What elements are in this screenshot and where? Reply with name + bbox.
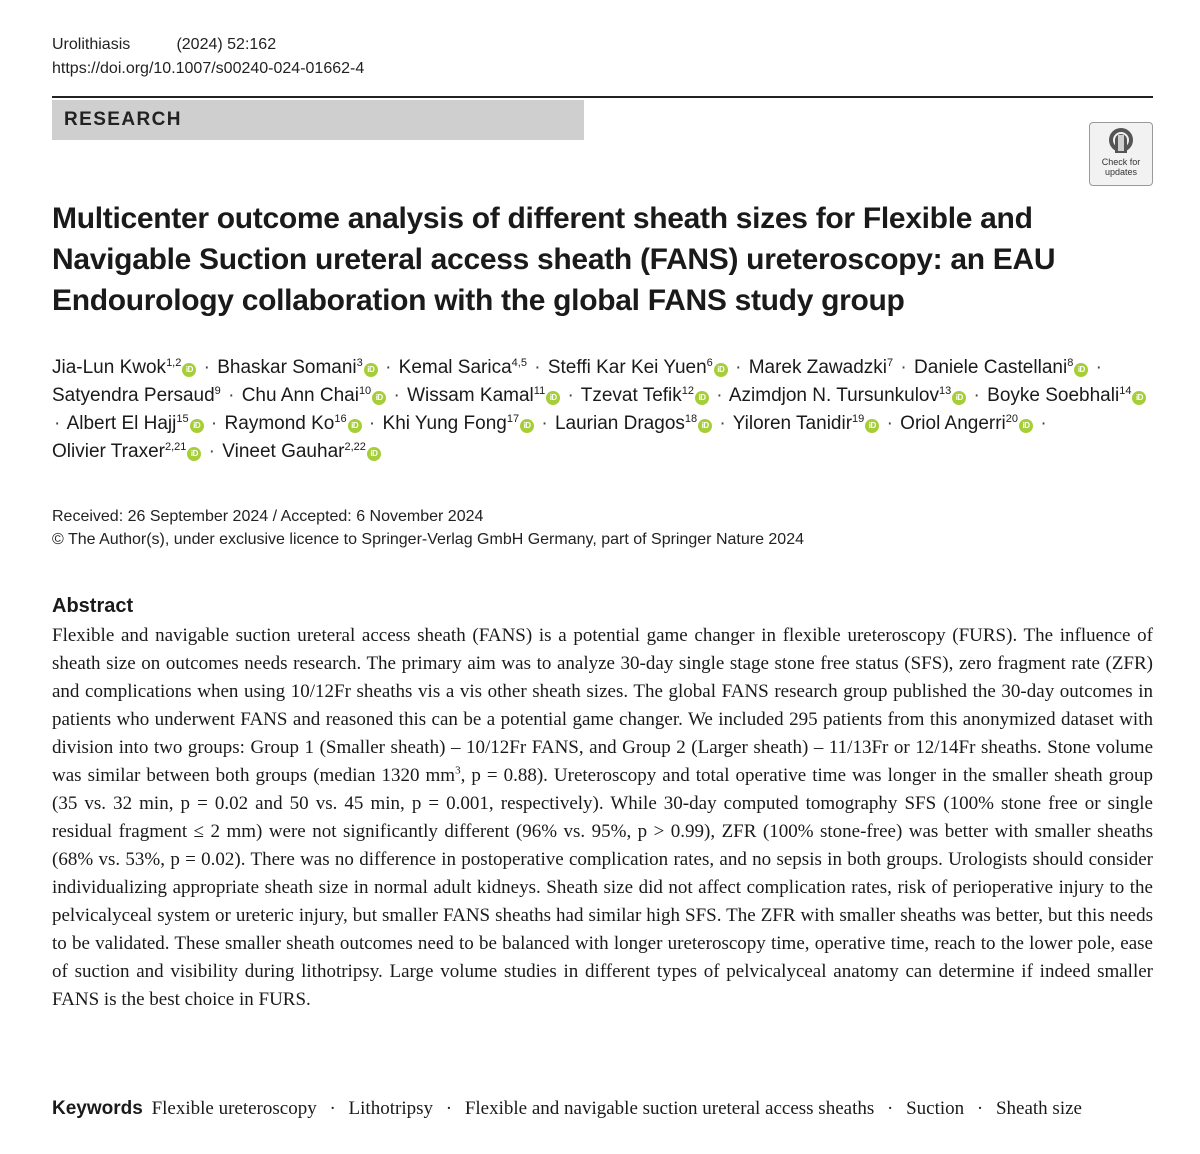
author-name[interactable]	[52, 385, 221, 406]
author-label: Daniele Castellani	[914, 357, 1068, 378]
author-label: Satyendra Persaud	[52, 385, 215, 406]
author-name[interactable]	[399, 357, 527, 378]
author-affiliation: 15	[176, 413, 189, 425]
author-affiliation: 6	[706, 357, 713, 369]
author-label: Jia-Lun Kwok	[52, 357, 167, 378]
abstract-superscript: 3	[455, 764, 461, 777]
author-separator: ·	[385, 357, 392, 378]
author-affiliation: 18	[684, 413, 698, 425]
keyword-separator: ·	[976, 1098, 984, 1119]
section-label: RESEARCH	[52, 100, 584, 140]
author-separator: ·	[534, 357, 541, 378]
author-list	[52, 354, 1162, 466]
author-name[interactable]	[67, 413, 204, 434]
author-affiliation: 11	[533, 385, 546, 397]
orcid-icon[interactable]: iD	[952, 391, 966, 405]
keyword-item: Lithotripsy	[348, 1098, 433, 1119]
author-label: Bhaskar Somani	[217, 357, 357, 378]
author-name[interactable]	[729, 385, 966, 406]
author-label: Oriol Angerri	[900, 413, 1006, 434]
author-label: Vineet Gauhar	[222, 441, 345, 462]
author-separator: ·	[1040, 413, 1047, 434]
keyword-item: Suction	[906, 1098, 965, 1119]
author-separator: ·	[973, 385, 980, 406]
journal-volume: (2024) 52:162	[176, 36, 277, 53]
author-separator: ·	[54, 413, 61, 434]
author-separator: ·	[567, 385, 574, 406]
author-label: Marek Zawadzki	[748, 357, 888, 378]
orcid-icon[interactable]: iD	[187, 447, 201, 461]
author-name[interactable]	[407, 385, 560, 406]
keywords-label: Keywords	[52, 1098, 143, 1119]
orcid-icon[interactable]: iD	[698, 419, 712, 433]
keyword-separator: ·	[887, 1098, 894, 1119]
author-name[interactable]	[900, 413, 1033, 434]
author-affiliation: 19	[852, 413, 865, 425]
author-separator: ·	[886, 413, 893, 434]
check-for-updates-button[interactable]	[1089, 122, 1153, 186]
author-name[interactable]	[548, 357, 728, 378]
keyword-item: Sheath size	[995, 1098, 1082, 1119]
author-name[interactable]	[581, 385, 709, 406]
journal-name: Urolithiasis	[52, 36, 131, 53]
author-separator: ·	[393, 385, 400, 406]
author-label: Yiloren Tanidir	[732, 413, 853, 434]
abstract-part-1: Flexible and navigable suction ureteral access sheath (FANS) is a potential game changer in flexible ureteroscopy (FURS). The influence of sheath size on outcomes needs research. The primary aim was to analyze 30-day single stage stone free status (SFS), zero fragment rate (ZFR) and complications when using 10/12Fr sheaths vis a vis other sheath sizes. The global FANS research group published the 30-day outcomes in patients who underwent FANS and reasoned this can be a potential game changer. We included 295 patients from this anonymized dataset with division into two groups: Group 1 (Smaller sheath) – 10/12Fr FANS, and Group 2 (Larger sheath) – 11/13Fr or 12/14Fr sheaths. Stone volume was similar between both groups (median 1320 mm	[52, 625, 1153, 786]
author-separator: ·	[541, 413, 548, 434]
orcid-icon[interactable]: iD	[714, 363, 728, 377]
author-name[interactable]	[383, 413, 535, 434]
author-name[interactable]	[52, 357, 196, 378]
author-affiliation: 16	[334, 413, 347, 425]
author-affiliation: 14	[1119, 385, 1132, 397]
author-separator: ·	[1095, 357, 1102, 378]
author-label: Olivier Traxer	[52, 441, 165, 462]
doi-link[interactable]: https://doi.org/10.1007/s00240-024-01662-4	[52, 60, 365, 77]
author-affiliation: 17	[506, 413, 520, 425]
author-affiliation: 8	[1067, 357, 1074, 369]
author-name[interactable]	[914, 357, 1088, 378]
orcid-icon[interactable]: iD	[1132, 391, 1146, 405]
orcid-icon[interactable]: iD	[348, 419, 362, 433]
copyright-notice: © The Author(s), under exclusive licence to Springer-Verlag GmbH Germany, part of Springer Nature 2024	[52, 531, 804, 548]
journal-citation	[52, 36, 276, 54]
author-affiliation: 12	[681, 385, 695, 397]
author-separator: ·	[735, 357, 742, 378]
author-affiliation: 2,21	[164, 441, 187, 453]
orcid-icon[interactable]: iD	[695, 391, 709, 405]
author-name[interactable]	[749, 357, 893, 378]
author-separator: ·	[719, 413, 726, 434]
author-affiliation: 2,22	[344, 441, 366, 453]
abstract-text	[52, 622, 1153, 1014]
received-accepted-dates: Received: 26 September 2024 / Accepted: 6 November 2024	[52, 508, 484, 525]
author-affiliation: 4,5	[511, 357, 527, 369]
author-label: Tzevat Tefik	[580, 385, 682, 406]
keywords	[52, 1095, 1153, 1123]
orcid-icon[interactable]: iD	[372, 391, 386, 405]
author-name[interactable]	[987, 385, 1146, 406]
author-name[interactable]	[52, 441, 201, 462]
author-name[interactable]	[225, 413, 362, 434]
author-label: Khi Yung Fong	[382, 413, 507, 434]
author-separator: ·	[203, 357, 210, 378]
author-label: Laurian Dragos	[554, 413, 685, 434]
author-affiliation: 9	[214, 385, 221, 397]
keyword-separator: ·	[445, 1098, 453, 1119]
author-label: Azimdjon N. Tursunkulov	[728, 385, 940, 406]
orcid-icon[interactable]: iD	[367, 447, 381, 461]
keyword-separator: ·	[329, 1098, 336, 1119]
keyword-item: Flexible and navigable suction ureteral access sheaths	[464, 1098, 875, 1119]
orcid-icon[interactable]: iD	[865, 419, 879, 433]
author-affiliation: 3	[356, 357, 363, 369]
orcid-icon[interactable]: iD	[364, 363, 378, 377]
author-separator: ·	[716, 385, 723, 406]
author-affiliation: 1,2	[166, 357, 182, 369]
author-name[interactable]	[217, 357, 378, 378]
author-affiliation: 10	[358, 385, 372, 397]
author-affiliation: 20	[1005, 413, 1019, 425]
header-rule	[52, 96, 1153, 98]
orcid-icon[interactable]: iD	[190, 419, 204, 433]
abstract-heading: Abstract	[52, 595, 134, 617]
orcid-icon[interactable]: iD	[520, 419, 534, 433]
orcid-icon[interactable]: iD	[546, 391, 560, 405]
author-separator: ·	[208, 441, 215, 462]
author-label: Kemal Sarica	[398, 357, 512, 378]
author-separator: ·	[900, 357, 907, 378]
author-label: Chu Ann Chai	[241, 385, 359, 406]
author-name[interactable]	[733, 413, 880, 434]
author-label: Steffi Kar Kei Yuen	[547, 357, 707, 378]
author-affiliation: 13	[939, 385, 952, 397]
keyword-item: Flexible ureteroscopy	[151, 1098, 317, 1119]
author-label: Boyke Soebhali	[987, 385, 1120, 406]
author-affiliation: 7	[887, 357, 894, 369]
crossmark-icon	[1107, 127, 1135, 157]
check-for-updates-line2: updates	[1104, 167, 1138, 177]
abstract-part-2: , p = 0.88). Ureteroscopy and total operative time was longer in the smaller sheath group (35 vs. 32 min, p = 0.02 and 50 vs. 45 min, p = 0.001, respectively). While 30-day computed tomography SFS (100% stone free or single residual fragment ≤ 2 mm) were not significantly different (96% vs. 95%, p > 0.99), ZFR (100% stone-free) was better with smaller sheaths (68% vs. 53%, p = 0.02). There was no difference in postoperative complication rates, and no sepsis in both groups. Urologists should consider individualizing appropriate sheath size in normal adult kidneys. Sheath size did not affect complication rates, risk of perioperative injury to the pelvicalyceal system or ureteric injury, but smaller FANS sheaths had similar high SFS. The ZFR with smaller sheaths was better, but this needs to be validated. These smaller sheath outcomes need to be balanced with longer ureteroscopy time, operative time, reach to the lower pole, ease of suction and visibility during lithotripsy. Large volume studies in different types of pelvicalyceal anatomy can determine if indeed smaller FANS is the best choice in FURS.	[52, 765, 1153, 1010]
article-title: Multicenter outcome analysis of different sheath sizes for Flexible and Navigable Suction ureteral access sheath (FANS) ureteroscopy: an EAU Endourology collaboration with the global FANS study group	[52, 202, 1056, 317]
orcid-icon[interactable]: iD	[1074, 363, 1088, 377]
author-name[interactable]	[242, 385, 387, 406]
author-label: Wissam Kamal	[407, 385, 534, 406]
orcid-icon[interactable]: iD	[1019, 419, 1033, 433]
author-name[interactable]	[222, 441, 381, 462]
author-label: Albert El Hajj	[66, 413, 177, 434]
author-separator: ·	[210, 413, 218, 434]
author-name[interactable]	[555, 413, 712, 434]
orcid-icon[interactable]: iD	[182, 363, 196, 377]
check-for-updates-line1: Check for	[1101, 157, 1141, 167]
author-label: Raymond Ko	[224, 413, 335, 434]
author-separator: ·	[368, 413, 376, 434]
author-separator: ·	[228, 385, 235, 406]
